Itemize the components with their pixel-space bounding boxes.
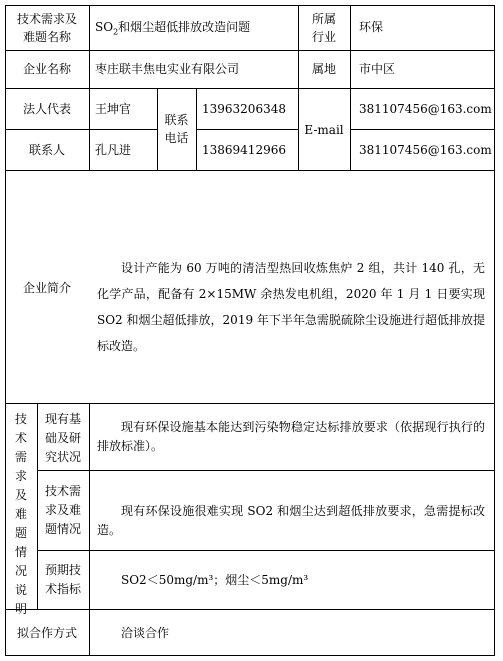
cooperation-mode-label: 拟合作方式 xyxy=(16,626,77,640)
industry-value: 环保 xyxy=(359,20,384,34)
company-name-label: 企业名称 xyxy=(22,62,71,76)
expected-target-text: SO2＜50mg/m³；烟尘＜5mg/m³ xyxy=(121,573,309,587)
technical-problem-text: 现有环保设施很难实现 SO2 和烟尘达到超低排放要求，急需提标改造。 xyxy=(97,504,485,537)
industry-label: 所属 行业 xyxy=(311,12,336,44)
column-divider xyxy=(89,609,90,656)
expected-target-label: 预期技 术指标 xyxy=(44,563,81,596)
legal-representative-email: 381107456@163.com xyxy=(359,102,492,116)
row-divider xyxy=(5,609,495,610)
existing-status-text: 现有环保设施基本能达到污染物稳定达标排放要求（依据现行执行的排放标准）。 xyxy=(97,420,485,453)
row-divider xyxy=(350,129,495,130)
contact-person-email: 381107456@163.com xyxy=(359,143,492,157)
row-divider xyxy=(5,170,495,171)
cooperation-mode-value: 洽谈合作 xyxy=(121,626,170,640)
column-divider xyxy=(196,88,197,171)
technical-problem-label: 技术需 求及难 题情况 xyxy=(44,484,81,536)
legal-representative-label: 法人代表 xyxy=(22,102,71,116)
row-divider xyxy=(37,550,495,551)
company-name-value: 枣庄联丰焦电实业有限公司 xyxy=(95,62,240,76)
column-divider xyxy=(350,5,351,171)
row-divider xyxy=(5,50,495,51)
legal-representative-name: 王坤官 xyxy=(95,102,132,116)
legal-representative-phone: 13963206348 xyxy=(202,102,286,116)
contact-person-label: 联系人 xyxy=(28,143,65,157)
requirement-name-label: 技术需求及 难题名称 xyxy=(16,12,77,44)
contact-person-name: 孔凡进 xyxy=(95,143,132,157)
column-divider xyxy=(89,403,90,610)
column-divider xyxy=(89,5,90,171)
table-border-top xyxy=(5,5,495,6)
location-label: 属地 xyxy=(311,62,336,76)
row-divider xyxy=(196,129,298,130)
phone-label: 联系 电话 xyxy=(164,113,189,145)
table-border-bottom xyxy=(5,655,495,656)
row-divider xyxy=(5,129,157,130)
row-divider xyxy=(5,88,495,89)
existing-status-label: 现有基 础及研 究状况 xyxy=(44,412,81,464)
row-divider xyxy=(37,470,495,471)
company-profile-text: 设计产能为 60 万吨的清洁型热回收炼焦炉 2 组，共计 140 孔，无化学产品，配备有 2×15MW 余热发电机组，2020 年 1 月 1 日要实现 SO2 和烟尘超低排放，2019 年下半年急需脱硫除尘设施进行超低排放提标改造。 xyxy=(97,261,485,353)
requirement-name-value: $SO_2$和烟尘超低排放改造问题 xyxy=(95,20,251,37)
company-profile-label: 企业简介 xyxy=(22,281,71,295)
email-label: E-mail xyxy=(304,123,344,137)
contact-person-phone: 13869412966 xyxy=(202,143,286,157)
row-divider xyxy=(5,403,495,404)
details-side-label: 技术需求及难题情况说明 xyxy=(14,412,27,616)
table-border-right xyxy=(494,5,495,656)
location-value: 市中区 xyxy=(359,62,396,76)
